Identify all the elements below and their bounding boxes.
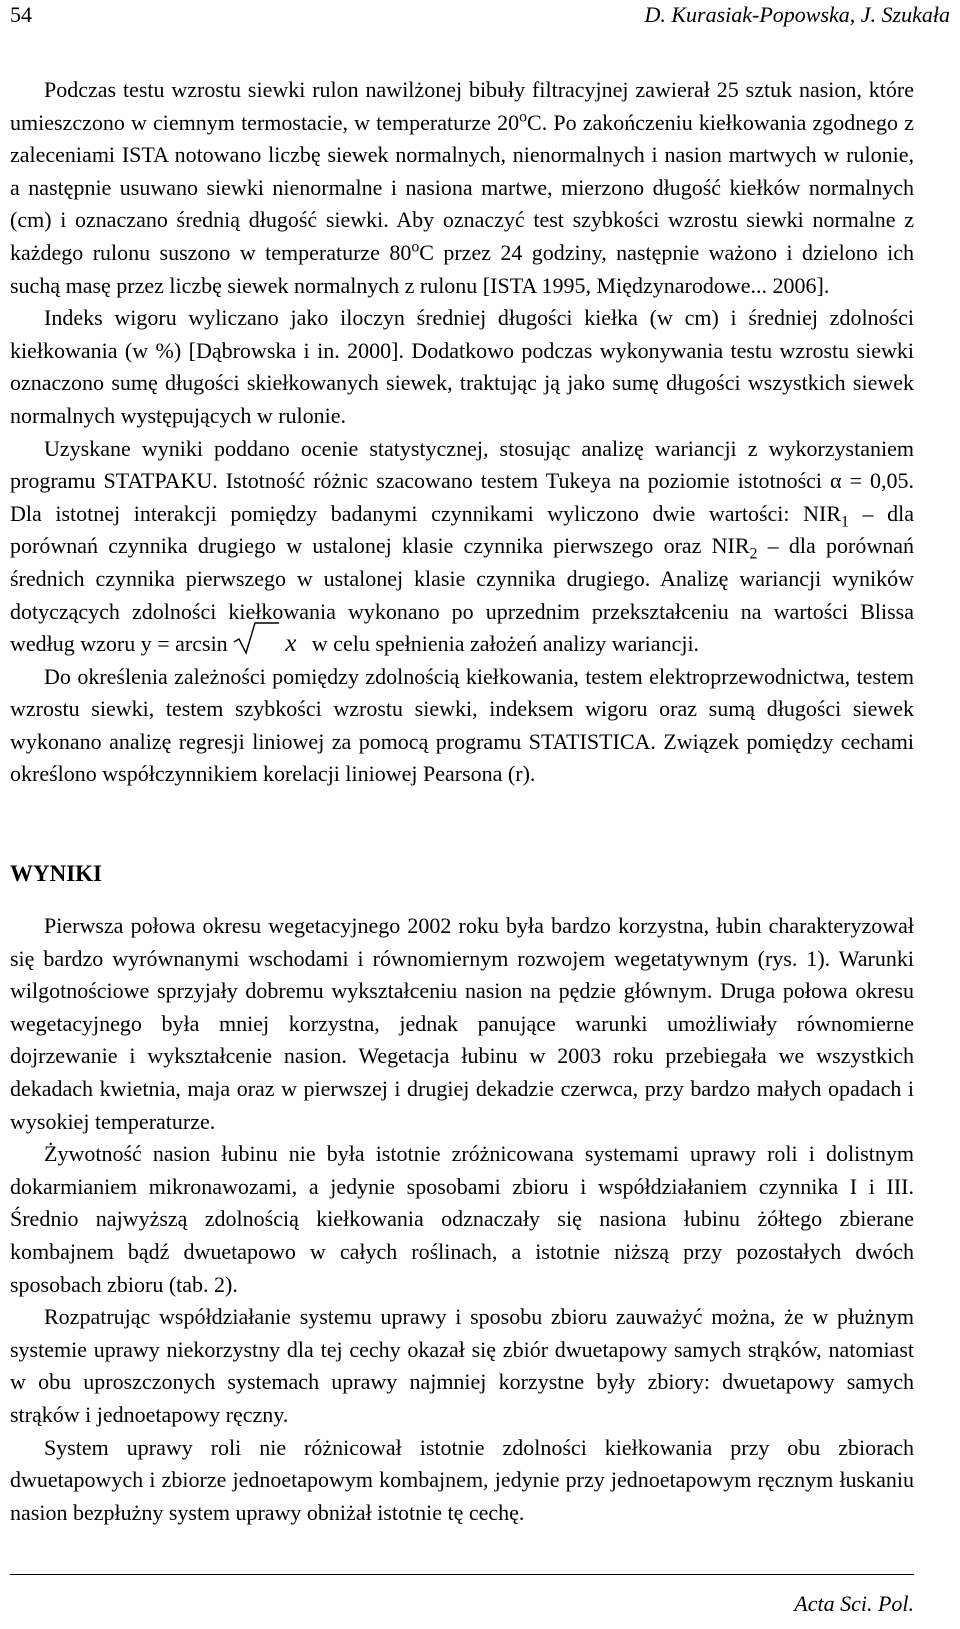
paragraph-results-3: Rozpatrując współdziałanie systemu uprawy i sposobu zbioru zauważyć można, że w płużnym systemie uprawy niekorzystny dla tej cechy okazał się zbiór dwuetapowy samych strąków, natomiast w obu uproszczonych systemach uprawy najmniej korzystne były zbiory: dwuetapowy samych strąków i jednoetapowy ręczny. [10,1304,914,1427]
paragraph-results-4: System uprawy roli nie różnicował istotnie zdolności kiełkowania przy obu zbiorach dwuetapowych i zbiorze jednoetapowym kombajnem, jedynie przy jednoetapowym ręcznym łuskaniu nasion bezpłużny system uprawy obniżał istotnie tę cechę. [10,1434,914,1525]
section-heading-results: WYNIKI [10,861,103,887]
square-root-formula: x [233,628,296,661]
footer-divider [10,1574,914,1575]
page-number: 54 [10,2,32,27]
paragraph-results-2: Żywotność nasion łubinu nie była istotnie zróżnicowana systemami uprawy roli i dolistnym dokarmianiem mikronawozami, a jedynie sposobami zbioru i współdziałaniem czynnika I i III. Średnio najwyższą zdolnością kiełkowania odznaczały się nasiona łubinu żółtego zbierane kombajnem bądź dwuetapowo w całych roślinach, a istotnie niższą przy pozostałych dwóch sposobach zbioru (tab. 2). [10,1141,914,1297]
running-header [10,0,950,30]
radical-sign-icon [233,622,279,656]
journal-footer: Acta Sci. Pol. [794,1591,914,1616]
running-head-authors: D. Kurasiak-Popowska, J. Szukała [644,2,950,27]
paragraph-test-procedure: Podczas testu wzrostu siewki rulon nawilżonej bibuły filtracyjnej zawierał 25 sztuk nasion, które umieszczono w ciemnym termostacie, w temperaturze 20$^o$C. Po zakończeniu kiełkowania zgodnego z zaleceniami ISTA notowano liczbę siewek normalnych, nienormalnych i nasion martwych w rulonie, a następnie usuwano siewki nienormalne i nasiona martwe, mierzono długość kiełków normalnych (cm) i oznaczano średnią długość siewki. Aby oznaczyć test szybkości wzrostu siewki normalne z każdego rulonu suszono w temperaturze 80$^o$C przez 24 godziny, następnie ważono i dzielono ich suchą masę przez liczbę siewek normalnych z rulonu [ISTA 1995, Międzynarodowe... 2006]. [10,77,915,298]
paragraph-regression: Do określenia zależności pomiędzy zdolnością kiełkowania, testem elektroprzewodnictwa, testem wzrostu siewki, testem szybkości wzrostu siewki, indeksem wigoru oraz sumą długości siewek wykonano analizę regresji liniowej za pomocą programu STATISTICA. Związek pomiędzy cechami określono współczynnikiem korelacji liniowej Pearsona (r). [10,663,914,787]
paragraph-statistics: Uzyskane wyniki poddano ocenie statystycznej, stosując analizę wariancji z wykorzystaniem programu STATPAKU. Istotność różnic szacowano testem Tukeya na poziomie istotności α = 0,05. Dla istotnej interakcji pomiędzy badanymi czynnikami wyliczono dwie wartości: $NIR_1$ – dla porównań czynnika drugiego w ustalonej klasie czynnika pierwszego oraz $NIR_2$ – dla porównań średnich czynnika pierwszego w ustalonej klasie czynnika drugiego. Analizę wariancji wyników dotyczących zdolności kiełkowania wykonano po uprzednim przekształceniu na wartości Blissa według wzoru y = arcsin x w celu spełnienia założeń analizy wariancji. [10,433,914,661]
article-body [10,74,914,1529]
paragraph-vigor-index: Indeks wigoru wyliczano jako iloczyn średniej długości kiełka (w cm) i średniej zdolności kiełkowania (w %) [Dąbrowska i in. 2000]. Dodatkowo podczas wykonywania testu wzrostu siewki oznaczono sumę długości skiełkowanych siewek, traktując ją jako sumę długości wszystkich siewek normalnych występujących w rulonie. [10,305,914,428]
paragraph-results-1: Pierwsza połowa okresu wegetacyjnego 2002 roku była bardzo korzystna, łubin charakteryzował się bardzo wyrównanymi wschodami i równomiernym rozwojem wegetatywnym (rys. 1). Warunki wilgotnościowe sprzyjały dobremu wykształceniu nasion na pędzie głównym. Druga połowa okresu wegetacyjnego była mniej korzystna, jednak panujące warunki umożliwiały równomierne dojrzewanie i wykształcenie nasion. Wegetacja łubinu w 2003 roku przebiegała we wszystkich dekadach kwietnia, maja oraz w pierwszej i drugiej dekadzie czerwca, przy bardzo małych opadach i wysokiej temperaturze. [10,913,914,1134]
